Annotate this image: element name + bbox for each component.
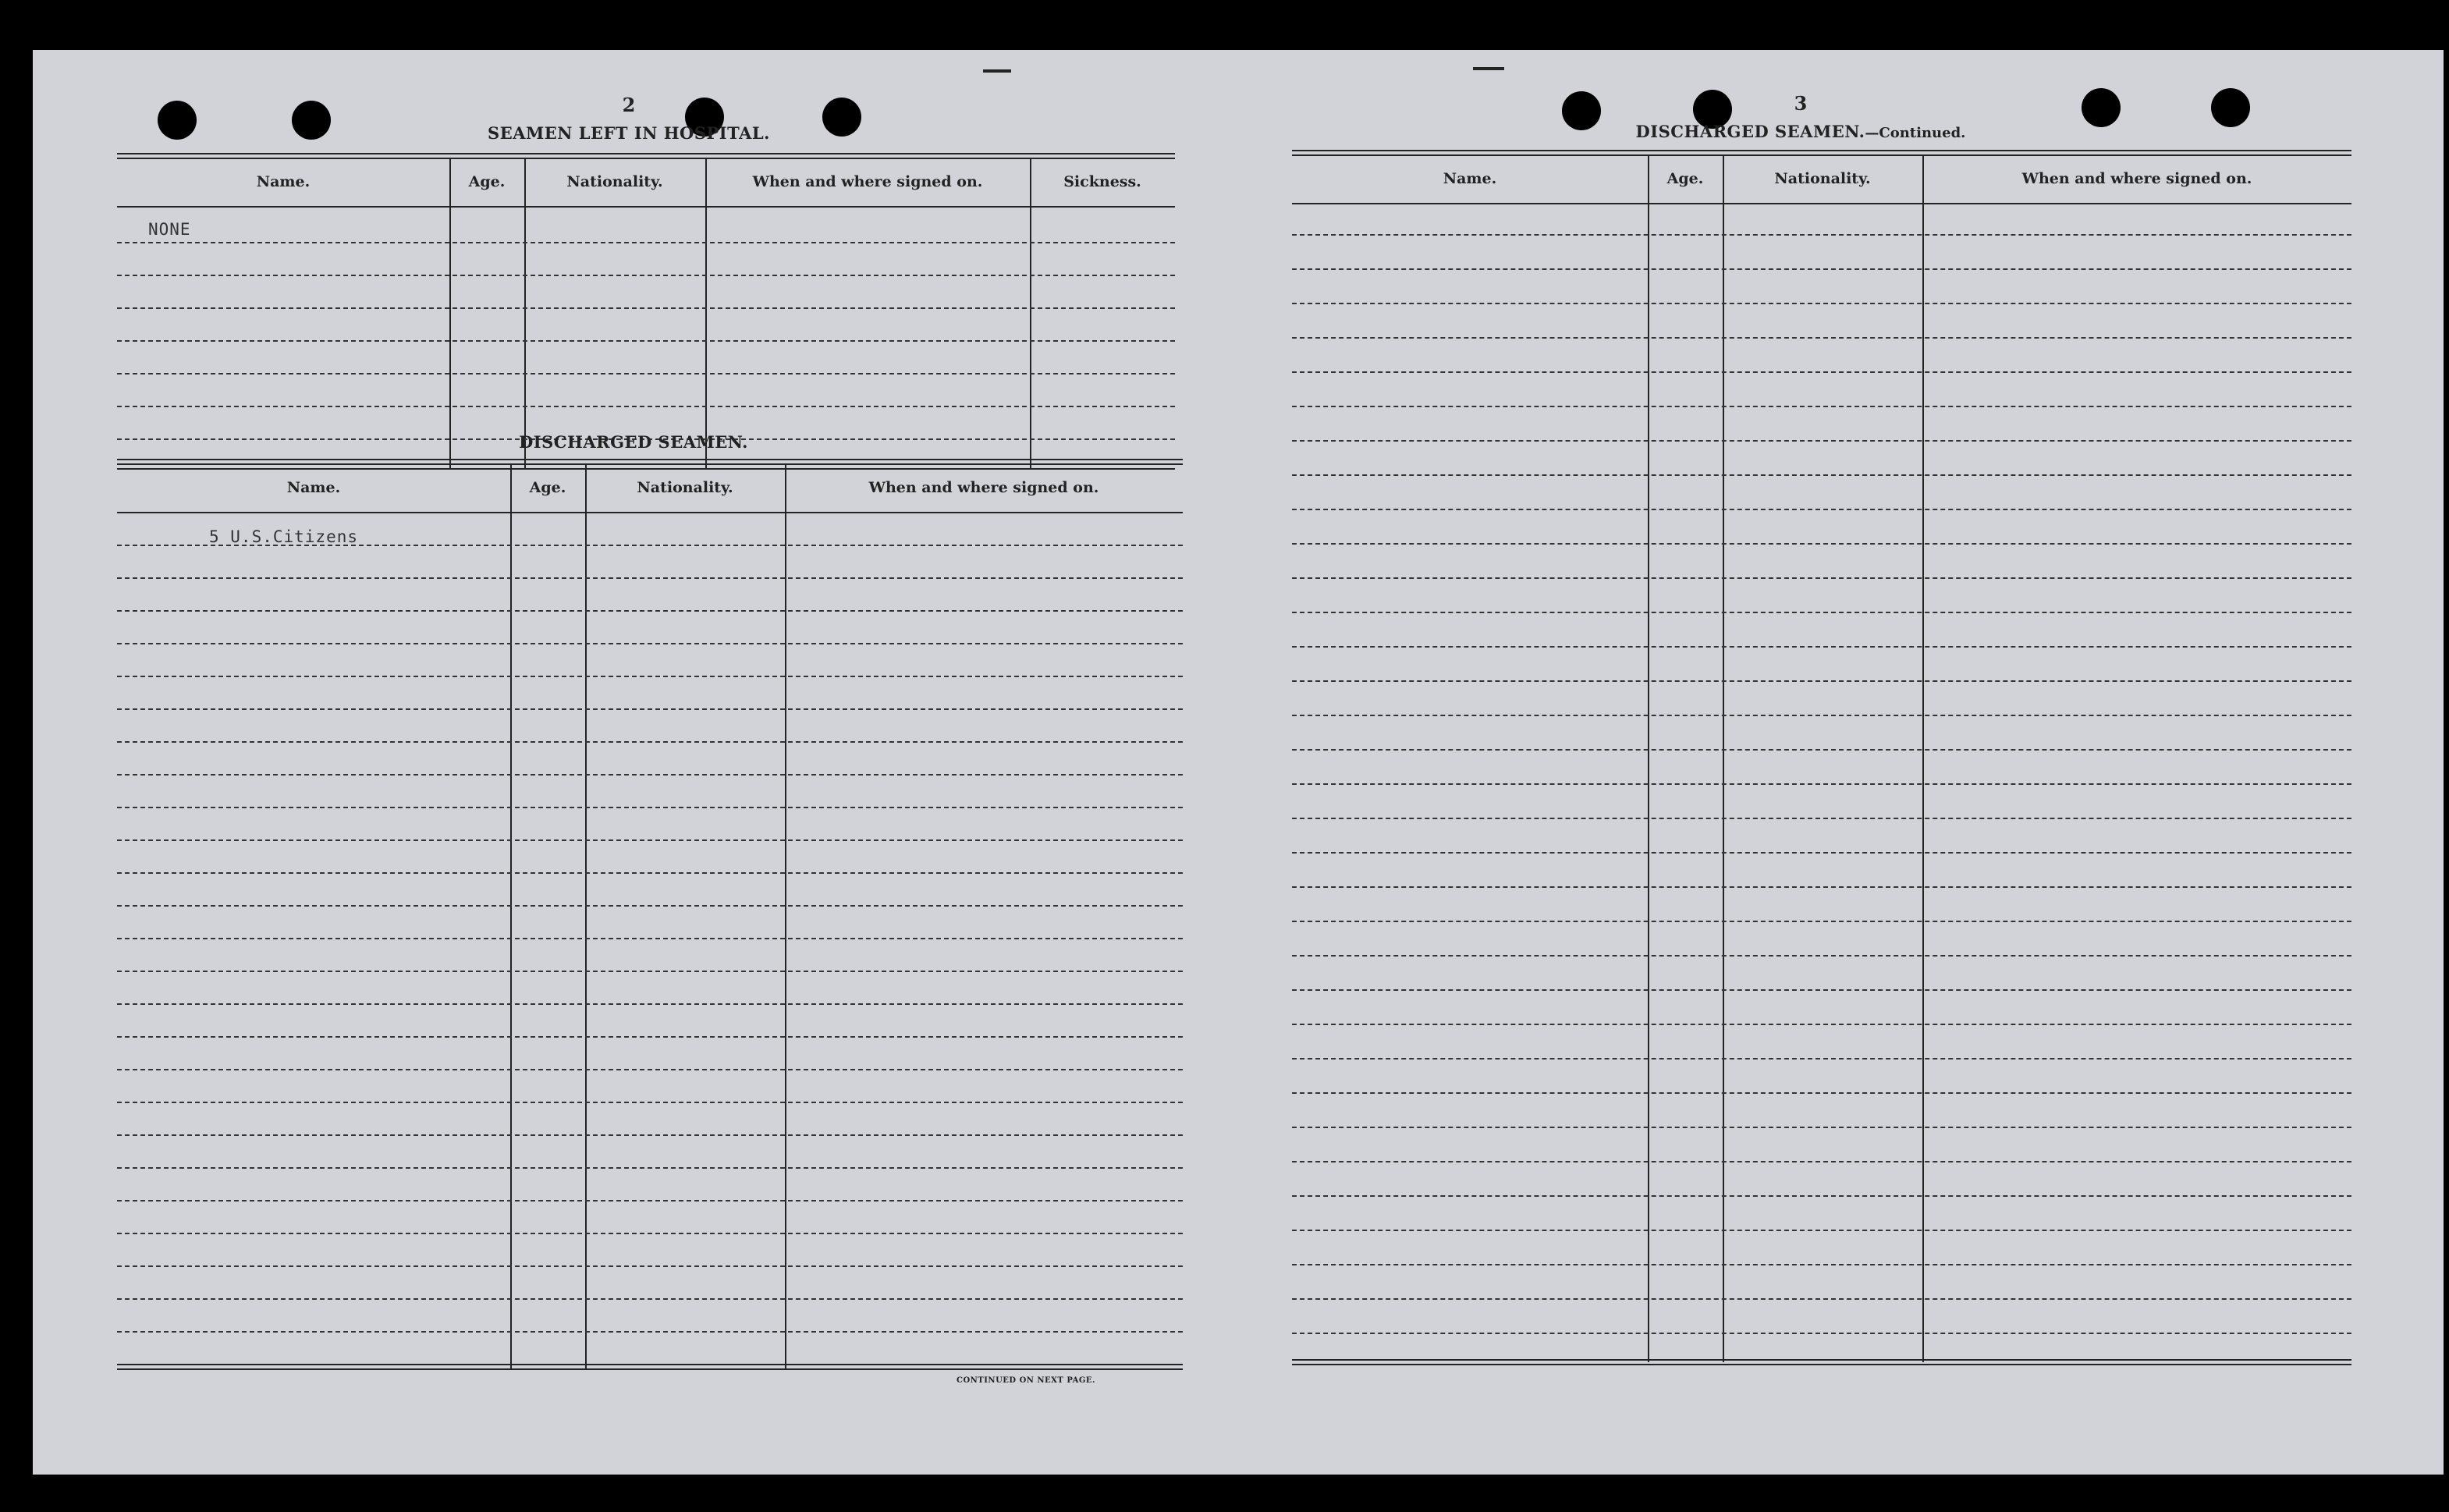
discharged-section-title-right xyxy=(1636,122,1966,141)
col-header-name: Name. xyxy=(256,173,311,190)
continued-note: CONTINUED ON NEXT PAGE. xyxy=(957,1376,1096,1385)
punch-hole xyxy=(2211,88,2250,127)
col-header-age: Age. xyxy=(529,479,566,496)
col-header-signed-on: When and where signed on. xyxy=(868,479,1099,496)
col-header-name: Name. xyxy=(286,479,341,496)
hospital-table xyxy=(117,153,1175,473)
section-title-suffix: —Continued. xyxy=(1865,125,1966,141)
page-number-right: 3 xyxy=(1794,92,1808,115)
punch-hole xyxy=(158,101,197,140)
ink-mark xyxy=(1473,67,1504,70)
col-header-signed-on: When and where signed on. xyxy=(752,173,983,190)
form-sheet xyxy=(33,50,2444,1475)
col-header-age: Age. xyxy=(1666,170,1704,187)
col-header-nationality: Nationality. xyxy=(1774,170,1871,187)
col-header-nationality: Nationality. xyxy=(637,479,733,496)
col-header-sickness: Sickness. xyxy=(1063,173,1141,190)
punch-hole xyxy=(1562,91,1601,130)
col-header-signed-on: When and where signed on. xyxy=(2021,170,2252,187)
col-header-nationality: Nationality. xyxy=(566,173,663,190)
discharged-entry-name: 5 U.S.Citizens xyxy=(209,527,359,546)
punch-hole xyxy=(292,101,331,140)
col-header-age: Age. xyxy=(468,173,506,190)
section-title-main: DISCHARGED SEAMEN. xyxy=(1635,122,1865,141)
ink-mark xyxy=(983,69,1011,73)
page-number-left: 2 xyxy=(622,94,636,116)
hospital-section-title: SEAMEN LEFT IN HOSPITAL. xyxy=(488,123,770,143)
punch-hole xyxy=(2082,88,2121,127)
col-header-name: Name. xyxy=(1443,170,1497,187)
discharged-table-right xyxy=(1292,150,2351,1376)
punch-hole xyxy=(822,98,861,137)
hospital-entry-name: NONE xyxy=(148,220,191,239)
discharged-section-title-left: DISCHARGED SEAMEN. xyxy=(519,432,748,452)
discharged-table-left xyxy=(117,459,1183,1372)
